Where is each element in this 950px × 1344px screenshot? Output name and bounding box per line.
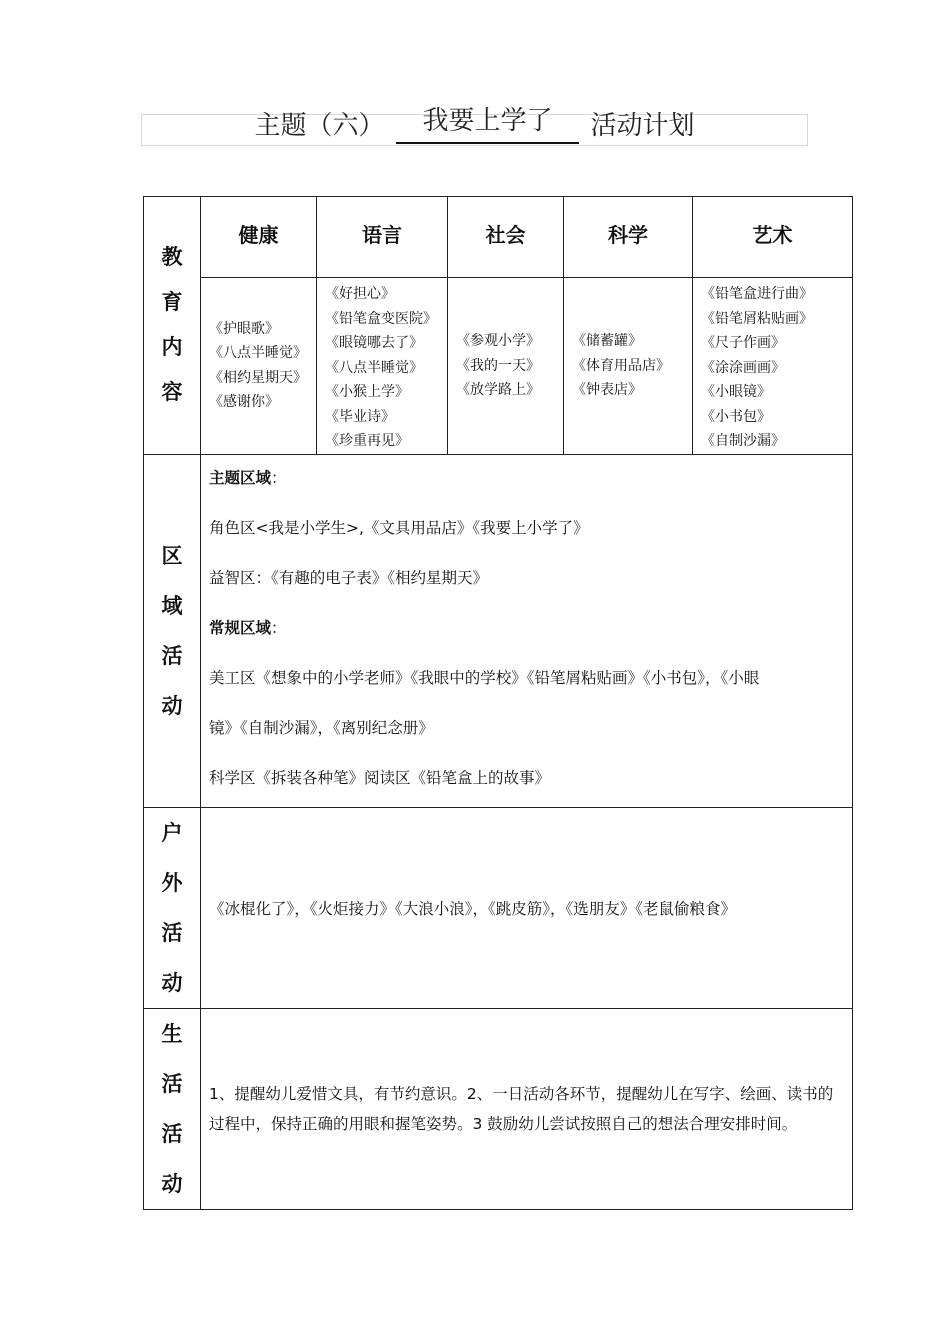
list-item: 《八点半睡觉》 <box>325 359 423 376</box>
subjects-content-row <box>144 278 853 455</box>
outdoor-label-char: 动 <box>161 970 183 995</box>
subject-list-language <box>317 278 448 455</box>
life-row <box>144 1008 853 1209</box>
list-item: 《眼镜哪去了》 <box>325 335 423 351</box>
title-theme: 我要上学了 <box>396 102 578 144</box>
role-area: 角色区<我是小学生>,《文具用品店》《我要上小学了》 <box>209 518 589 537</box>
list-item: 《涂涂画画》 <box>701 359 785 376</box>
region-row <box>144 454 853 807</box>
list-item: 《放学路上》 <box>456 382 540 398</box>
title-suffix: 活动计划 <box>590 110 695 141</box>
list-item: 《铅笔盒进行曲》 <box>701 286 813 302</box>
subject-list-society <box>448 278 564 455</box>
subject-header-art: 艺术 <box>693 197 853 278</box>
subject-header-language: 语言 <box>317 197 448 278</box>
list-item: 《毕业诗》 <box>325 408 395 425</box>
list-item: 《小猴上学》 <box>325 384 409 400</box>
education-label-char: 教 <box>161 245 183 270</box>
subject-header-health: 健康 <box>201 197 317 278</box>
science-area: 科学区《拆装各种笔》阅读区《铅笔盒上的故事》 <box>209 768 551 787</box>
theme-area-label: 主题区域 <box>209 468 272 487</box>
outdoor-label <box>144 807 201 1008</box>
subject-header-science: 科学 <box>564 197 693 278</box>
subject-list-art <box>693 278 853 455</box>
list-item: 《铅笔盒变医院》 <box>325 310 437 327</box>
art-area-line-2: 镜》《自制沙漏》，《离别纪念册》 <box>209 718 434 737</box>
list-item: 《感谢你》 <box>209 394 279 411</box>
subjects-header-row <box>144 197 853 278</box>
subject-list-health <box>201 278 317 455</box>
outdoor-label-char: 外 <box>161 870 183 895</box>
life-label-char: 活 <box>161 1071 183 1096</box>
region-label-char: 动 <box>161 693 183 718</box>
activity-plan-table <box>143 196 853 1210</box>
list-item: 《护眼歌》 <box>209 320 279 337</box>
region-content <box>201 454 853 807</box>
region-label-char: 区 <box>161 543 183 568</box>
life-label-char: 生 <box>161 1021 183 1046</box>
subject-header-society: 社会 <box>448 197 564 278</box>
list-item: 《储蓄罐》 <box>572 333 642 349</box>
education-label-char: 育 <box>161 290 183 315</box>
list-item: 《我的一天》 <box>456 357 540 374</box>
education-label-char: 内 <box>161 335 183 360</box>
outdoor-content: 《冰棍化了》，《火炬接力》《大浪小浪》，《跳皮筋》，《选朋友》《老鼠偷粮食》 <box>201 807 853 1008</box>
page-title <box>141 100 808 146</box>
outdoor-row <box>144 807 853 1008</box>
life-label-char: 动 <box>161 1171 183 1196</box>
education-label <box>144 197 201 455</box>
list-item: 《体育用品店》 <box>572 357 670 374</box>
list-item: 《珍重再见》 <box>325 433 409 449</box>
regular-area-label: 常规区域 <box>209 618 272 637</box>
education-label-char: 容 <box>161 380 183 405</box>
region-label <box>144 454 201 807</box>
region-label-char: 活 <box>161 643 183 668</box>
subject-list-science <box>564 278 693 455</box>
outdoor-label-char: 活 <box>161 920 183 945</box>
life-content: 1、提醒幼儿爱惜文具，有节约意识。2、一日活动各环节，提醒幼儿在写字、绘画、读书的过程中，保持正确的用眼和握笔姿势。3 鼓励幼儿尝试按照自己的想法合理安排时间。 <box>201 1008 853 1209</box>
list-item: 《参观小学》 <box>456 333 540 349</box>
colon: ： <box>271 468 287 487</box>
life-label-char: 活 <box>161 1121 183 1146</box>
list-item: 《钟表店》 <box>572 382 642 398</box>
list-item: 《相约星期天》 <box>209 369 307 386</box>
colon: ： <box>271 618 287 637</box>
art-area-line-1: 美工区《想象中的小学老师》《我眼中的学校》《铅笔屑粘贴画》《小书包》，《小眼 <box>209 668 760 687</box>
list-item: 《铅笔屑粘贴画》 <box>701 310 813 327</box>
region-label-char: 域 <box>161 593 183 618</box>
puzzle-area: 益智区：《有趣的电子表》《相约星期天》 <box>209 568 489 587</box>
list-item: 《好担心》 <box>325 286 395 302</box>
list-item: 《自制沙漏》 <box>701 433 785 449</box>
list-item: 《小眼镜》 <box>701 384 771 400</box>
list-item: 《小书包》 <box>701 408 771 425</box>
title-prefix: 主题（六） <box>254 110 385 141</box>
list-item: 《八点半睡觉》 <box>209 345 307 362</box>
life-label <box>144 1008 201 1209</box>
outdoor-label-char: 户 <box>161 820 183 845</box>
list-item: 《尺子作画》 <box>701 335 785 351</box>
